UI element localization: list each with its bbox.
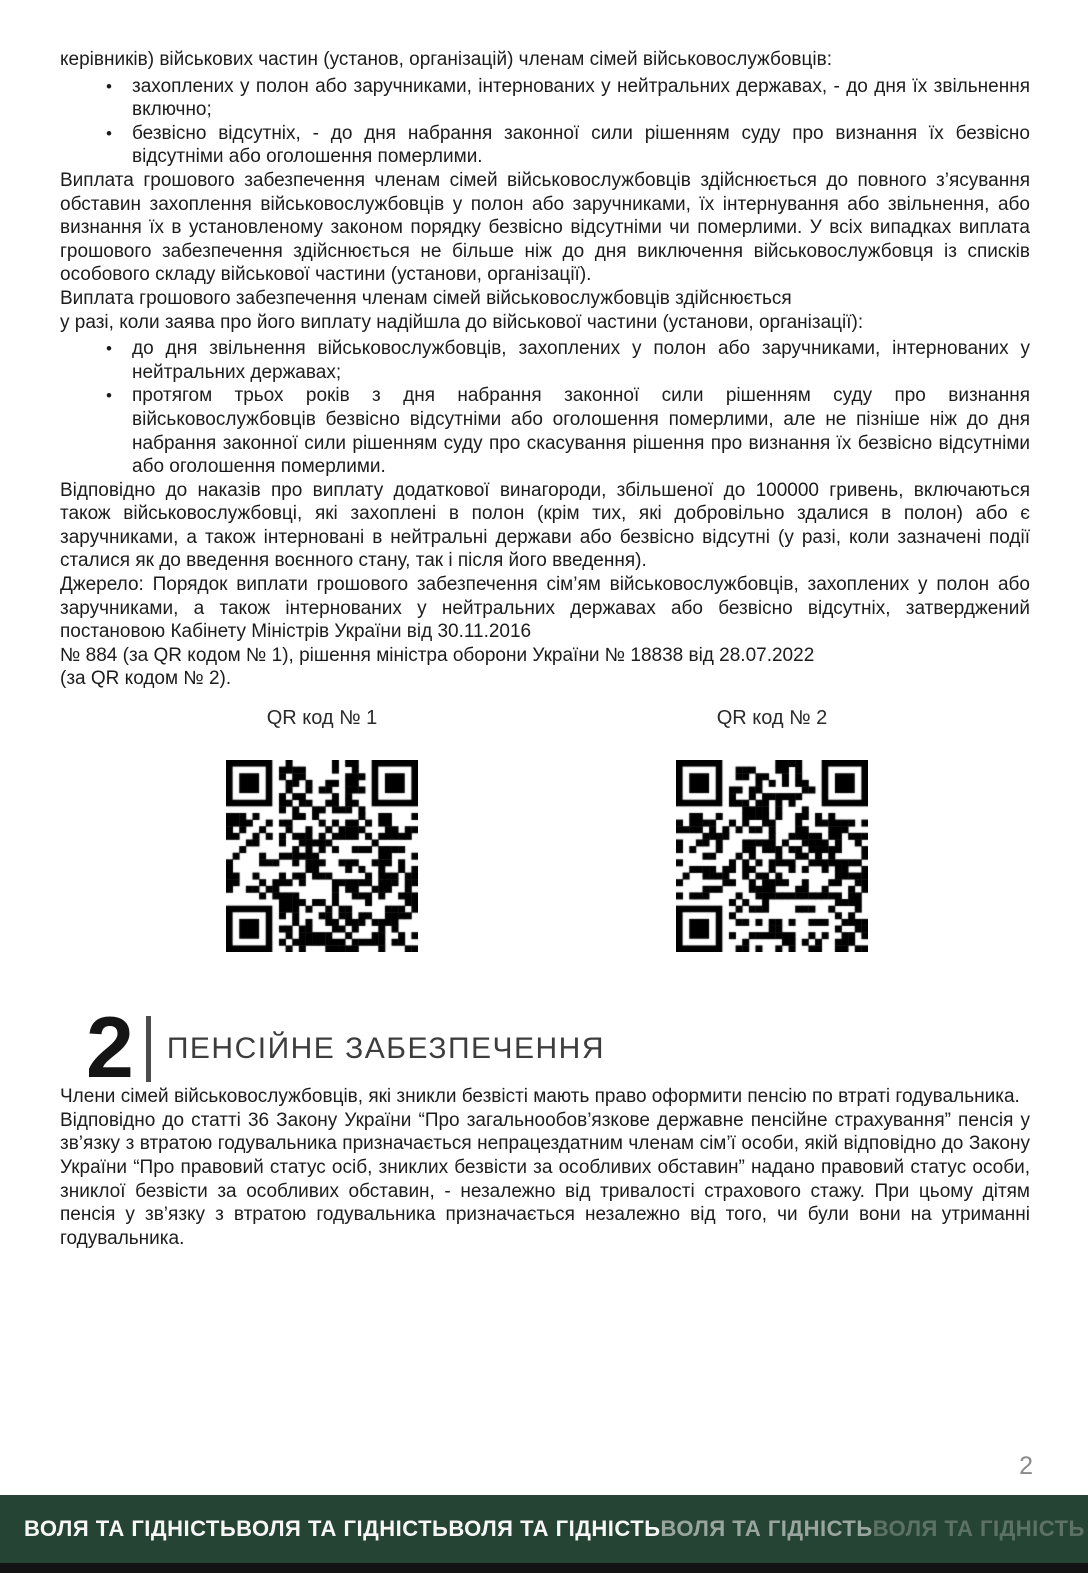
- section-title: ПЕНСІЙНЕ ЗАБЕЗПЕЧЕННЯ: [166, 1031, 606, 1065]
- text-line: Джерело: Порядок виплати грошового забезпечення сім’ям військовослужбовців, захоплених у полон або заручниками, а також інтернованих у нейтральних державах або безвісно відсутніх, затверджений постановою Кабінету Міністрів України від 30.11.2016: [60, 574, 1030, 643]
- paragraph-rewards: Відповідно до наказів про виплату додаткової винагороди, збільшеної до 100000 гривень, включаються також військовослужбовці, які захоплені в полон (крім тих, які добровільно здалися в полон) або є заручниками, а також інтерновані в нейтральні держави або безвісно відсутні (у разі, коли зазначені події сталися як до введення воєнного стану, так і після його введення).: [60, 479, 1030, 572]
- qr-code-1-image: [226, 760, 418, 952]
- qr-label-1: QR код № 1: [266, 707, 378, 730]
- text-line: у разі, коли заява про його виплату надійшла до військової частини (установи, організації):: [60, 311, 864, 333]
- footer-slogan: ВОЛЯ ТА ГІДНІСТЬ: [236, 1516, 449, 1541]
- paragraph-intro: керівників) військових частин (установ, організацій) членам сімей військовослужбовців:: [60, 49, 832, 70]
- text-line: № 884 (за QR кодом № 1), рішення міністра оборони України № 18838 від 28.07.2022: [60, 644, 815, 666]
- qr-code-2-image: [676, 760, 868, 952]
- footer-slogan: ВОЛЯ ТА ГІДНІСТЬ: [448, 1516, 661, 1541]
- qr-label-2: QR код № 2: [716, 707, 828, 730]
- footer-banner: [0, 1495, 1088, 1563]
- section-number: 2: [86, 1000, 134, 1097]
- qr-block-2: [676, 707, 868, 952]
- paragraph-payment: [60, 169, 1030, 334]
- footer-slogan: ВОЛЯ ТА ГІДНІСТЬ: [660, 1516, 873, 1541]
- qr-block-1: [226, 707, 418, 952]
- paragraph-pension-intro: Члени сімей військовослужбовців, які зникли безвісті мають право оформити пенсію по втраті годувальника.: [60, 1086, 1020, 1108]
- footer-slogan: ВОЛЯ ТА ГІДНІСТЬ: [24, 1516, 237, 1541]
- bullet-item: • безвісно відсутніх, - до дня набрання законної сили рішенням суду про визнання їх безвісно відсутніми або оголошення померлими.: [60, 122, 1030, 169]
- paragraph-source: [60, 573, 1030, 691]
- bullet-item: • протягом трьох років з дня набрання законної сили рішенням суду про визнання військовослужбовців безвісно відсутніми або оголошення померлими, але не пізніше ніж до дня набрання законної сили рішенням суду про скасування рішення про визнання їх безвісно відсутніми або оголошення померлими.: [60, 384, 1030, 478]
- bullet-item: • до дня звільнення військовослужбовців, захоплених у полон або заручниками, інтернованих у нейтральних державах;: [60, 337, 1030, 384]
- footer-slogan: ВОЛЯ ТА ГІДНІСТЬ: [872, 1516, 1085, 1541]
- section-divider-bar: [146, 1016, 151, 1082]
- bullet-list-top: [60, 75, 1030, 169]
- page-number: 2: [1019, 1452, 1033, 1480]
- bullet-list-mid: [60, 337, 1030, 479]
- bullet-item: • захоплених у полон або заручниками, інтернованих у нейтральних державах, - до дня їх звільнення включно;: [60, 75, 1030, 122]
- section-header: [86, 1000, 1030, 1097]
- qr-section: [60, 707, 1030, 952]
- text-line: Виплата грошового забезпечення членам сімей військовослужбовців здійснюється: [60, 287, 792, 309]
- text-line: (за QR кодом № 2).: [60, 668, 232, 690]
- text-line: Виплата грошового забезпечення членам сімей військовослужбовців здійснюється до повного з’ясування обставин захоплення військовослужбовців у полон або заручниками, їх інтернування або звільнення, або визнання їх в установленому законом порядку безвісно відсутніми чи померлими. У всіх випадках виплата грошового забезпечення здійснюється не більше ніж до дня виключення військовослужбовця із списків особового складу військової частини (установи, організації).: [60, 169, 1030, 286]
- bottom-strip: [0, 1563, 1088, 1573]
- paragraph-pension-law: Відповідно до статті 36 Закону України “Про загальнообов’язкове державне пенсійне страхування” пенсія у зв’язку з втратою годувальника призначається непрацездатним членам сім’ї особи, якій відповідно до Закону України “Про правовий статус осіб, зниклих безвісти за особливих обставин” надано правовий статус особи, зниклої безвісти за особливих обставин, - незалежно від тривалості страхового стажу. При цьому дітям пенсія у зв’язку з втратою годувальника призначається незалежно від того, чи були вони на утриманні годувальника.: [60, 1109, 1030, 1249]
